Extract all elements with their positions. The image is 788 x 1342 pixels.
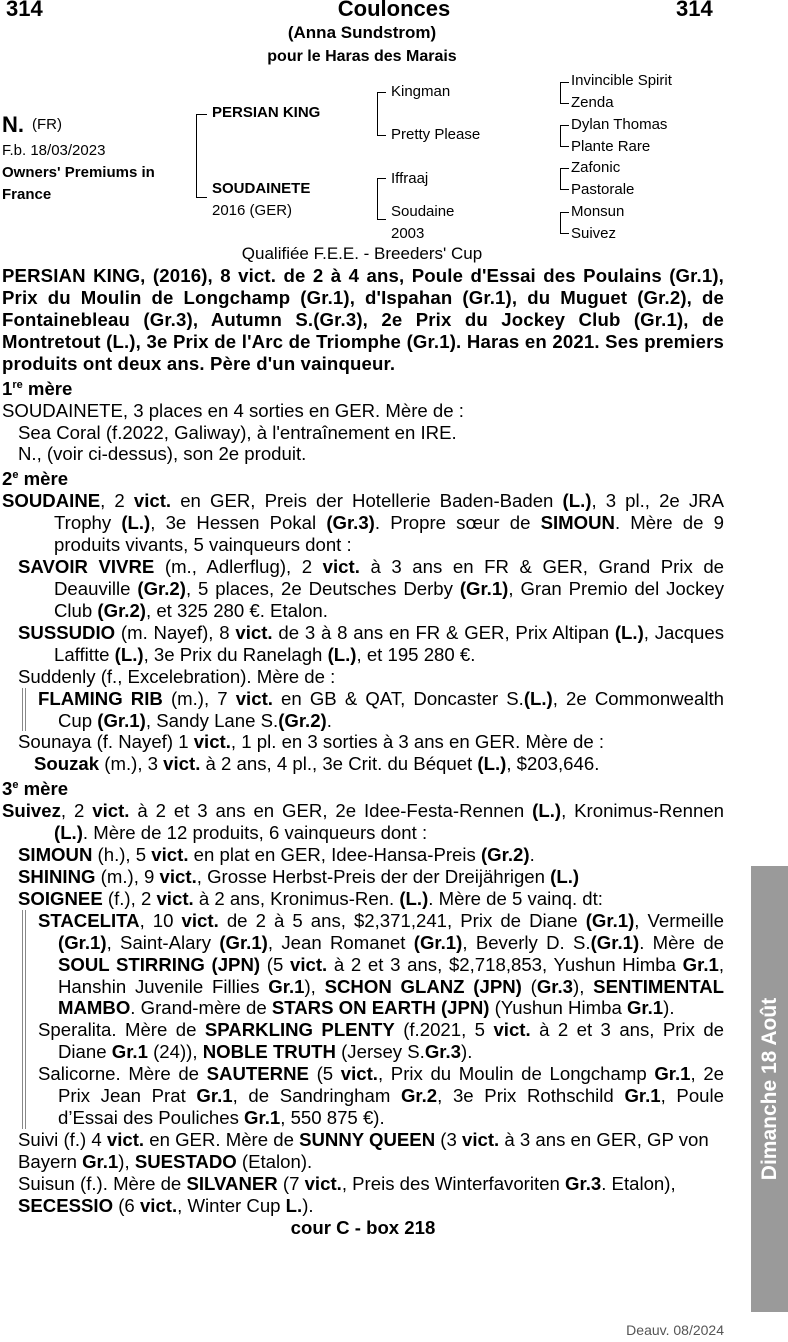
- dam-sire: Iffraaj: [391, 170, 429, 187]
- second-dam-heading: 2e mère: [2, 468, 69, 490]
- horse-name: Coulonces: [337, 0, 451, 21]
- lot-number-right: 314: [676, 0, 713, 21]
- dam-dam-year: 2003: [391, 225, 425, 242]
- bracket: [560, 168, 569, 190]
- stacelita-entry: STACELITA, 10 vict. de 2 à 5 ans, $2,371,241, Prix de Diane (Gr.1), Vermeille (Gr.1), Saint-Alary (Gr.1), Jean Romanet (Gr.1), Beverly D. S.(Gr.1). Mère de SOUL STIRRING (JPN) (5 vict. à 2 et 3 ans, $2,718,853, Yushun Himba Gr.1, Hanshin Juvenile Fillies Gr.1), SCHON GLANZ (JPN) (Gr.3), SENTIMENTAL MAMBO. Grand-mère de STARS ON EARTH (JPN) (Yushun Himba Gr.1).: [38, 909, 725, 1019]
- bracket: [377, 178, 386, 220]
- suisun-entry: Suisun (f.). Mère de SILVANER (7 vict., Preis des Winterfavoriten Gr.3. Etalon), SECESSIO (6 vict., Winter Cup L.).: [18, 1172, 676, 1216]
- bracket: [560, 125, 569, 147]
- owner: pour le Haras des Marais: [267, 48, 457, 65]
- first-dam-heading: 1re mère: [2, 377, 73, 399]
- sounaya-entry: Sounaya (f. Nayef) 1 vict., 1 pl. en 3 sorties à 3 ans en GER. Mère de :: [18, 731, 605, 753]
- ped-dsd: Pastorale: [571, 181, 635, 198]
- souzak-entry: Souzak (m.), 3 vict. à 2 ans, 4 pl., 3e Crit. du Béquet (L.), $203,646.: [34, 753, 600, 775]
- qualification: Qualifiée F.E.E. - Breeders' Cup: [241, 244, 483, 263]
- dam-dam: Soudaine: [391, 203, 455, 220]
- salicorne-entry: Salicorne. Mère de SAUTERNE (5 vict., Prix du Moulin de Longchamp Gr.1, 2e Prix Jean Prat Gr.1, de Sandringham Gr.2, 3e Prix Rothschild Gr.1, Poule d’Essai des Pouliches Gr.1, 550 875 €).: [38, 1063, 725, 1128]
- soudaine-entry: SOUDAINE, 2 vict. en GER, Preis der Hotellerie Baden-Baden (L.), 3 pl., 2e JRA Trophy (L.), 3e Hessen Pokal (Gr.3). Propre sœur de SIMOUN. Mère de 9 produits vivants, 5 vainqueurs dont :: [2, 490, 724, 556]
- foal-birth: F.b. 18/03/2023: [2, 142, 106, 159]
- breeder: (Anna Sundstrom): [287, 23, 437, 42]
- suddenly-produce: [22, 688, 724, 732]
- flaming-rib-entry: FLAMING RIB (m.), 7 vict. en GB & QAT, Doncaster S.(L.), 2e Commonwealth Cup (Gr.1), Sandy Lane S.(Gr.2).: [38, 687, 724, 731]
- premium-line-2: France: [2, 186, 52, 203]
- soignee-produce: [22, 910, 724, 1129]
- suivi-entry: Suivi (f.) 4 vict. en GER. Mère de SUNNY QUEEN (3 vict. à 3 ans en GER, GP von Bayern Gr.1), SUESTADO (Etalon).: [18, 1128, 709, 1172]
- foal-item: N., (voir ci-dessus), son 2e produit.: [18, 443, 307, 465]
- ped-ddd: Suivez: [571, 225, 617, 242]
- ped-dss: Zafonic: [571, 159, 621, 176]
- dam: SOUDAINETE: [212, 180, 311, 197]
- speralita-entry: Speralita. Mère de SPARKLING PLENTY (f.2021, 5 vict. à 2 et 3 ans, Prix de Diane Gr.1 (24)), NOBLE TRUTH (Jersey S.Gr.3).: [38, 1019, 725, 1063]
- premium-line-1: Owners' Premiums in: [2, 164, 155, 181]
- dam-year: 2016 (GER): [212, 202, 293, 219]
- catalogue-text: [2, 265, 724, 1238]
- bracket: [560, 212, 569, 234]
- sidebar-date: Dimanche 18 Août: [757, 997, 781, 1181]
- ped-ssd: Zenda: [571, 94, 614, 111]
- sussudio-entry: SUSSUDIO (m. Nayef), 8 vict. de 3 à 8 ans en FR & GER, Prix Altipan (L.), Jacques Laffitte (L.), 3e Prix du Ranelagh (L.), et 195 280 €.: [18, 621, 724, 665]
- sire-description: PERSIAN KING, (2016), 8 vict. de 2 à 4 ans, Poule d'Essai des Poulains (Gr.1), Prix du Moulin de Longchamp (Gr.1), d'Ispahan (Gr.1), du Muguet (Gr.2), de Fontainebleau (Gr.3), Autumn S.(Gr.3), 2e Prix du Jockey Club (Gr.1), de Montretout (L.), 3e Prix de l'Arc de Triomphe (Gr.1). Haras en 2021. Ses premiers produits ont deux ans. Père d'un vainqueur.: [2, 265, 724, 374]
- box-location: cour C - box 218: [290, 1216, 436, 1238]
- suivez-entry: Suivez, 2 vict. à 2 et 3 ans en GER, 2e Idee-Festa-Rennen (L.), Kronimus-Rennen (L.). Mère de 12 produits, 6 vainqueurs dont :: [2, 800, 724, 844]
- bracket: [377, 92, 386, 136]
- sire: PERSIAN KING: [212, 104, 321, 121]
- ped-sss: Invincible Spirit: [571, 72, 672, 89]
- sire-sire: Kingman: [391, 83, 451, 100]
- third-dam-heading: 3e mère: [2, 778, 69, 800]
- suddenly-entry: Suddenly (f., Excelebration). Mère de :: [18, 665, 336, 687]
- lot-number-left: 314: [6, 0, 43, 21]
- foal-name: N.: [2, 112, 24, 137]
- date-sidebar: [751, 866, 788, 1312]
- bracket: [560, 82, 569, 104]
- soignee-entry: SOIGNEE (f.), 2 vict. à 2 ans, Kronimus-Ren. (L.). Mère de 5 vainq. dt:: [18, 887, 603, 909]
- foal-origin: (FR): [32, 116, 62, 133]
- savoir-vivre-entry: SAVOIR VIVRE (m., Adlerflug), 2 vict. à 3 ans en FR & GER, Grand Prix de Deauville (Gr.2), 5 places, 2e Deutsches Derby (Gr.1), Gran Premio del Jockey Club (Gr.2), et 325 280 €. Etalon.: [18, 556, 725, 621]
- ped-dds: Monsun: [571, 203, 625, 220]
- sire-dam: Pretty Please: [391, 126, 481, 143]
- ped-sds: Dylan Thomas: [571, 116, 668, 133]
- foal-item: Sea Coral (f.2022, Galiway), à l'entraînement en IRE.: [18, 421, 457, 443]
- first-dam-line: SOUDAINETE, 3 places en 4 sorties en GER. Mère de :: [2, 399, 464, 421]
- simoun-entry: SIMOUN (h.), 5 vict. en plat en GER, Idee-Hansa-Preis (Gr.2).: [18, 844, 535, 866]
- shining-entry: SHINING (m.), 9 vict., Grosse Herbst-Preis der der Dreijährigen (L.): [18, 866, 580, 888]
- footer-sale: Deauv. 08/2024: [626, 1322, 724, 1338]
- ped-sdd: Plante Rare: [571, 138, 651, 155]
- bracket: [196, 114, 207, 198]
